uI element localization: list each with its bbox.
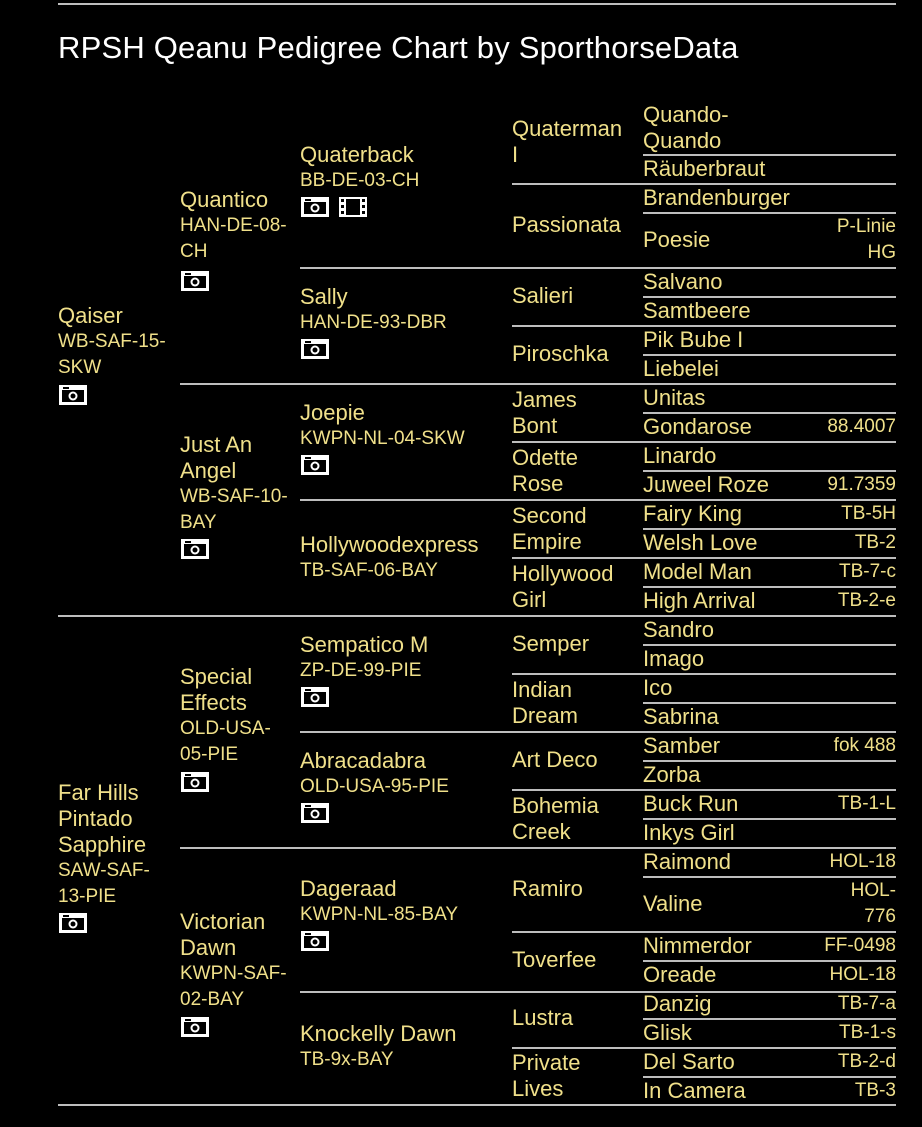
rule — [300, 991, 896, 993]
horse-note: FF-0498 — [824, 935, 896, 956]
registration-code: OLD-USA- 05-PIE — [180, 718, 271, 765]
horse-name-link[interactable]: Far Hills Pintado Sapphire — [58, 780, 147, 857]
horse-name-link[interactable]: Ramiro — [512, 876, 583, 901]
horse-name-link[interactable]: Quantico — [180, 187, 269, 212]
camera-icon[interactable] — [180, 771, 210, 793]
horse-name-link[interactable]: Del Sarto — [643, 1049, 735, 1074]
horse-note: TB-7-a — [837, 993, 896, 1014]
horse-name-link[interactable]: Fairy King — [643, 501, 743, 526]
horse-name-link[interactable]: Model Man — [643, 559, 752, 584]
horse-name-link[interactable]: Toverfee — [512, 947, 597, 972]
horse-name-link[interactable]: Unitas — [643, 385, 706, 410]
horse-name-link[interactable]: Oreade — [643, 962, 717, 987]
camera-icon[interactable] — [300, 454, 330, 476]
camera-icon[interactable] — [300, 196, 330, 218]
horse-name-link[interactable]: Poesie — [643, 227, 711, 252]
horse-note: TB-7-c — [839, 561, 896, 582]
horse-name-link[interactable]: Art Deco — [512, 747, 598, 772]
horse-note: HOL-18 — [829, 964, 896, 985]
horse-name-link[interactable]: Pik Bube I — [643, 327, 744, 352]
horse-note: TB-5H — [841, 503, 896, 524]
registration-code: HAN-DE-08- CH — [180, 215, 287, 262]
horse-name-link[interactable]: Welsh Love — [643, 530, 758, 555]
rule — [300, 499, 896, 501]
registration-code: TB-SAF-06-BAY — [300, 560, 438, 581]
horse-name-link[interactable]: Sally — [300, 284, 348, 309]
camera-icon[interactable] — [180, 1016, 210, 1038]
camera-icon[interactable] — [180, 270, 210, 292]
horse-name-link[interactable]: Sempatico M — [300, 632, 429, 657]
horse-name-link[interactable]: Dageraad — [300, 876, 397, 901]
horse-name-link[interactable]: Valine — [643, 891, 703, 916]
horse-name-link[interactable]: Hollywood Girl — [512, 561, 614, 612]
horse-name-link[interactable]: Juweel Roze — [643, 472, 769, 497]
horse-note: HOL- 776 — [850, 880, 896, 927]
horse-note: 88.4007 — [827, 416, 896, 437]
horse-name-link[interactable]: Brandenburger — [643, 185, 790, 210]
horse-name-link[interactable]: Salieri — [512, 283, 574, 308]
horse-name-link[interactable]: Qaiser — [58, 303, 123, 328]
horse-name-link[interactable]: Lustra — [512, 1005, 574, 1030]
horse-note: TB-2-d — [837, 1051, 896, 1072]
horse-name-link[interactable]: Victorian Dawn — [180, 909, 266, 960]
camera-icon[interactable] — [300, 686, 330, 708]
horse-name-link[interactable]: Danzig — [643, 991, 712, 1016]
horse-name-link[interactable]: Linardo — [643, 443, 717, 468]
horse-note: TB-3 — [854, 1080, 896, 1101]
horse-name-link[interactable]: Odette Rose — [512, 445, 579, 496]
horse-name-link[interactable]: Quaterback — [300, 142, 414, 167]
horse-name-link[interactable]: Buck Run — [643, 791, 739, 816]
horse-name-link[interactable]: Joepie — [300, 400, 365, 425]
horse-name-link[interactable]: Ico — [643, 675, 673, 700]
registration-code: OLD-USA-95-PIE — [300, 776, 449, 797]
rule — [180, 847, 896, 849]
horse-name-link[interactable]: Sabrina — [643, 704, 719, 729]
horse-note: fok 488 — [833, 735, 896, 756]
horse-note: 91.7359 — [827, 474, 896, 495]
registration-code: KWPN-NL-85-BAY — [300, 904, 459, 925]
camera-icon[interactable] — [300, 930, 330, 952]
camera-icon[interactable] — [300, 802, 330, 824]
registration-code: SAW-SAF- 13-PIE — [58, 860, 150, 907]
horse-name-link[interactable]: Glisk — [643, 1020, 692, 1045]
camera-icon[interactable] — [180, 538, 210, 560]
horse-note: TB-2 — [854, 532, 896, 553]
horse-name-link[interactable]: James Bont — [512, 387, 577, 438]
rule — [512, 673, 896, 675]
horse-name-link[interactable]: Inkys Girl — [643, 820, 735, 845]
horse-name-link[interactable]: Just An Angel — [180, 432, 253, 483]
horse-name-link[interactable]: Semper — [512, 631, 590, 656]
horse-name-link[interactable]: Salvano — [643, 269, 723, 294]
horse-name-link[interactable]: Abracadabra — [300, 748, 426, 773]
registration-code: BB-DE-03-CH — [300, 170, 420, 191]
horse-name-link[interactable]: Second Empire — [512, 503, 587, 554]
horse-name-link[interactable]: Nimmerdor — [643, 933, 752, 958]
rule — [58, 615, 896, 617]
horse-name-link[interactable]: Sandro — [643, 617, 714, 642]
page-title: RPSH Qeanu Pedigree Chart by SporthorseData — [58, 30, 739, 65]
horse-name-link[interactable]: Indian Dream — [512, 677, 579, 728]
horse-name-link[interactable]: Passionata — [512, 212, 621, 237]
camera-icon[interactable] — [58, 912, 88, 934]
camera-icon[interactable] — [300, 338, 330, 360]
camera-icon[interactable] — [58, 384, 88, 406]
horse-name-link[interactable]: High Arrival — [643, 588, 756, 613]
horse-name-link[interactable]: Raimond — [643, 849, 732, 874]
horse-name-link[interactable]: Quaterman I — [512, 116, 623, 167]
horse-name-link[interactable]: Samber — [643, 733, 721, 758]
registration-code: WB-SAF-15- SKW — [58, 331, 166, 378]
horse-name-link[interactable]: Räuberbraut — [643, 156, 766, 181]
film-icon[interactable] — [338, 196, 368, 218]
horse-name-link[interactable]: Knockelly Dawn — [300, 1021, 457, 1046]
horse-name-link[interactable]: Liebelei — [643, 356, 719, 381]
horse-name-link[interactable]: Zorba — [643, 762, 701, 787]
horse-name-link[interactable]: Hollywoodexpress — [300, 532, 479, 557]
rule — [180, 383, 896, 385]
rule — [300, 267, 896, 269]
horse-note: TB-1-L — [837, 793, 896, 814]
horse-name-link[interactable]: Bohemia Creek — [512, 793, 599, 844]
horse-name-link[interactable]: Special Effects — [180, 664, 253, 715]
bottom-rule — [58, 1104, 896, 1106]
horse-name-link[interactable]: Private Lives — [512, 1050, 581, 1101]
horse-name-link[interactable]: Gondarose — [643, 414, 752, 439]
horse-name-link[interactable]: Samtbeere — [643, 298, 751, 323]
horse-name-link[interactable]: Quando- Quando — [643, 102, 729, 153]
top-rule — [58, 3, 896, 5]
horse-note: TB-2-e — [837, 590, 896, 611]
registration-code: TB-9x-BAY — [300, 1049, 394, 1070]
registration-code: WB-SAF-10- BAY — [180, 486, 288, 533]
horse-note: HOL-18 — [829, 851, 896, 872]
registration-code: ZP-DE-99-PIE — [300, 660, 422, 681]
horse-note: P-Linie HG — [836, 216, 896, 263]
rule — [300, 731, 896, 733]
registration-code: KWPN-SAF- 02-BAY — [180, 963, 287, 1010]
registration-code: HAN-DE-93-DBR — [300, 312, 447, 333]
horse-note: TB-1-s — [839, 1022, 896, 1043]
horse-name-link[interactable]: In Camera — [643, 1078, 746, 1103]
horse-name-link[interactable]: Imago — [643, 646, 705, 671]
registration-code: KWPN-NL-04-SKW — [300, 428, 465, 449]
horse-name-link[interactable]: Piroschka — [512, 341, 609, 366]
